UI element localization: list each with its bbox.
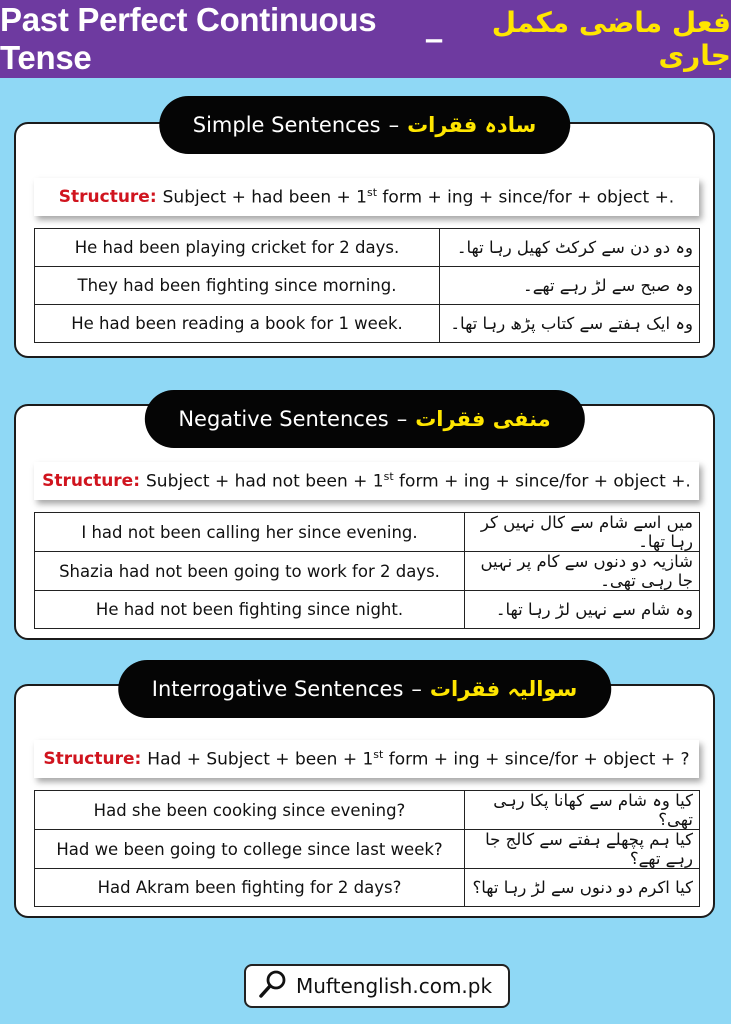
website-url[interactable]: Muftenglish.com.pk bbox=[296, 974, 493, 998]
section-title-urdu: سوالیہ فقرات bbox=[429, 677, 578, 701]
table-row bbox=[35, 869, 700, 907]
section-title: Simple Sentences bbox=[192, 113, 381, 137]
structure-label: Structure: bbox=[42, 471, 141, 491]
table-row bbox=[35, 513, 700, 552]
structure-text: Had + Subject + been + 1st form + ing + since/for + object + ? bbox=[147, 748, 690, 770]
section-title-urdu: سادہ فقرات bbox=[407, 113, 537, 137]
urdu-sentence: وہ ایک ہفتے سے کتاب پڑھ رہا تھا۔ bbox=[440, 305, 700, 343]
urdu-sentence: کیا اکرم دو دنوں سے لڑ رہا تھا؟ bbox=[465, 869, 700, 907]
section-title-pill bbox=[159, 96, 570, 154]
urdu-sentence: وہ شام سے نہیں لڑ رہا تھا۔ bbox=[465, 591, 700, 629]
structure-box bbox=[34, 740, 699, 778]
structure-box bbox=[34, 462, 699, 500]
english-sentence: I had not been calling her since evening. bbox=[35, 513, 465, 552]
structure-box bbox=[34, 178, 699, 216]
urdu-sentence: وہ صبح سے لڑ رہے تھے۔ bbox=[440, 267, 700, 305]
sentence-table bbox=[34, 228, 700, 343]
title-dash: – bbox=[424, 20, 444, 57]
english-sentence: Had she been cooking since evening? bbox=[35, 791, 465, 830]
table-row bbox=[35, 830, 700, 869]
title-dash: – bbox=[396, 407, 408, 431]
title-dash: – bbox=[388, 113, 400, 137]
sentence-table bbox=[34, 790, 700, 907]
sentence-table bbox=[34, 512, 700, 629]
english-sentence: Had we been going to college since last week? bbox=[35, 830, 465, 869]
structure-text: Subject + had not been + 1st form + ing + since/for + object +. bbox=[146, 470, 691, 492]
english-sentence: Had Akram been fighting for 2 days? bbox=[35, 869, 465, 907]
search-icon bbox=[246, 969, 288, 1003]
table-row bbox=[35, 552, 700, 591]
section-title: Interrogative Sentences bbox=[151, 677, 404, 701]
section-title-pill bbox=[118, 660, 612, 718]
section-title: Negative Sentences bbox=[178, 407, 389, 431]
urdu-sentence: میں اسے شام سے کال نہیں کر رہا تھا۔ bbox=[465, 513, 700, 552]
section-title-urdu: منفی فقرات bbox=[415, 407, 551, 431]
table-row bbox=[35, 229, 700, 267]
title-dash: – bbox=[411, 677, 422, 701]
urdu-sentence: کیا ہم پچھلے ہفتے سے کالج جا رہے تھے؟ bbox=[465, 830, 700, 869]
urdu-sentence: کیا وہ شام سے کھانا پکا رہی تھی؟ bbox=[465, 791, 700, 830]
page-header bbox=[0, 0, 731, 78]
page-title-urdu: فعل ماضی مکمل جاری bbox=[491, 6, 731, 72]
english-sentence: He had been playing cricket for 2 days. bbox=[35, 229, 440, 267]
english-sentence: He had been reading a book for 1 week. bbox=[35, 305, 440, 343]
website-badge[interactable] bbox=[244, 964, 510, 1008]
structure-text: Subject + had been + 1st form + ing + since/for + object +. bbox=[162, 186, 675, 208]
urdu-sentence: وہ دو دن سے کرکٹ کھیل رہا تھا۔ bbox=[440, 229, 700, 267]
simple-sentences-section bbox=[14, 113, 715, 358]
negative-sentences-section bbox=[14, 404, 715, 640]
table-row bbox=[35, 591, 700, 629]
structure-label: Structure: bbox=[58, 187, 157, 207]
structure-label: Structure: bbox=[43, 749, 142, 769]
page-title: Past Perfect Continuous Tense bbox=[0, 1, 377, 76]
urdu-sentence: شازیہ دو دنوں سے کام پر نہیں جا رہی تھی۔ bbox=[465, 552, 700, 591]
section-title-pill bbox=[144, 390, 584, 448]
english-sentence: They had been fighting since morning. bbox=[35, 267, 440, 305]
english-sentence: Shazia had not been going to work for 2 days. bbox=[35, 552, 465, 591]
table-row bbox=[35, 791, 700, 830]
english-sentence: He had not been fighting since night. bbox=[35, 591, 465, 629]
table-row bbox=[35, 305, 700, 343]
interrogative-sentences-section bbox=[14, 677, 715, 918]
table-row bbox=[35, 267, 700, 305]
